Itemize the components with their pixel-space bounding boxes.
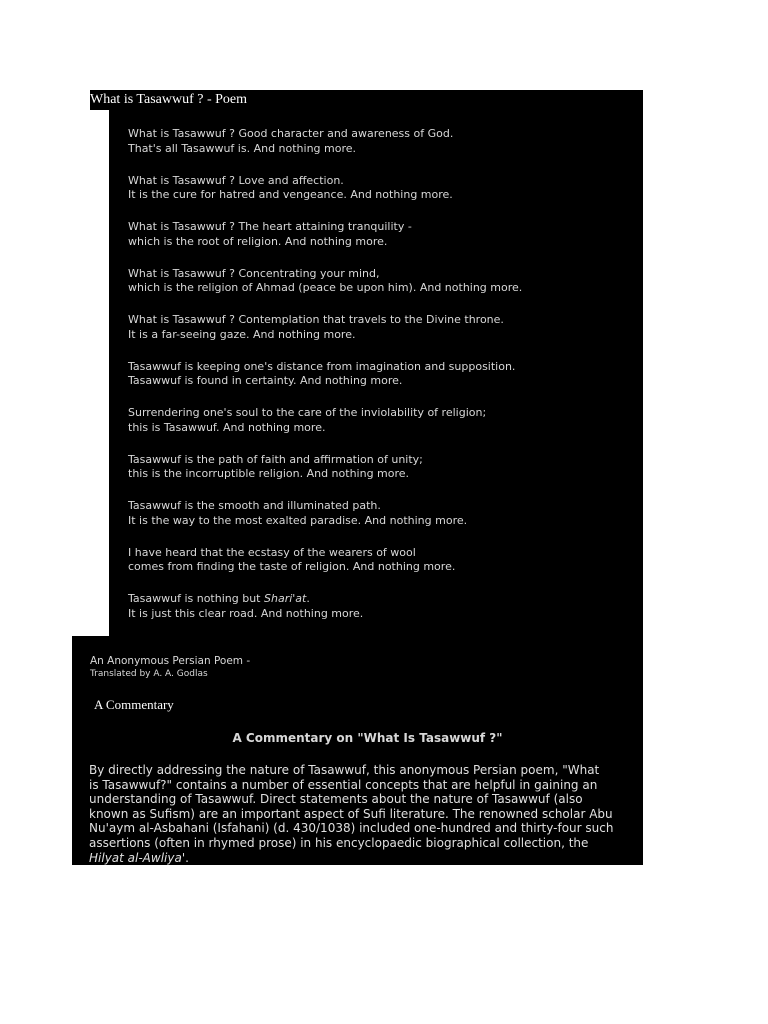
- poem-body: [128, 127, 633, 639]
- poem-line: What is Tasawwuf ? The heart attaining tranquility -: [128, 220, 412, 233]
- poem-line: What is Tasawwuf ? Good character and awareness of God.: [128, 127, 454, 140]
- poem-stanza: [128, 313, 633, 342]
- commentary-title: A Commentary on "What Is Tasawwuf ?": [232, 731, 503, 745]
- commentary-line: By directly addressing the nature of Tasawwuf, this anonymous Persian poem, "What: [89, 763, 600, 777]
- poem-text: Tasawwuf is nothing but: [128, 592, 264, 605]
- attribution-translator: Translated by A. A. Godlas: [90, 669, 208, 679]
- commentary-heading: A Commentary: [94, 697, 174, 712]
- poem-italic-term: Shari'at: [264, 592, 307, 605]
- poem-line: What is Tasawwuf ? Contemplation that travels to the Divine throne.: [128, 313, 504, 326]
- poem-line: It is the cure for hatred and vengeance. And nothing more.: [128, 188, 453, 201]
- poem-stanza: [128, 174, 633, 203]
- poem-line: What is Tasawwuf ? Love and affection.: [128, 173, 344, 187]
- poem-line: [128, 592, 633, 607]
- poem-line: Tasawwuf is keeping one's distance from imagination and supposition.: [128, 359, 516, 373]
- poem-line: which is the root of religion. And nothing more.: [128, 234, 388, 248]
- commentary-line: [89, 851, 641, 866]
- poem-stanza: [128, 267, 633, 296]
- commentary-italic-title: Hilyat al-Awliya': [89, 850, 186, 865]
- poem-stanza: [128, 360, 633, 389]
- poem-stanza: [128, 592, 633, 621]
- poem-line: Tasawwuf is the path of faith and affirmation of unity;: [128, 452, 423, 466]
- poem-line: Tasawwuf is found in certainty. And nothing more.: [128, 374, 403, 387]
- commentary-line: is Tasawwuf?" contains a number of essential concepts that are helpful in gaining an: [89, 777, 598, 792]
- poem-line: Surrendering one's soul to the care of the inviolability of religion;: [128, 406, 487, 419]
- commentary-line: known as Sufism) are an important aspect of Sufi literature. The renowned scholar Abu: [89, 806, 613, 821]
- commentary-body: [89, 763, 641, 865]
- commentary-line: understanding of Tasawwuf. Direct statements about the nature of Tasawwuf (also: [89, 792, 583, 807]
- poem-line: Tasawwuf is the smooth and illuminated path.: [128, 499, 381, 512]
- poem-stanza: [128, 127, 633, 156]
- poem-stanza: [128, 220, 633, 249]
- poem-line: It is the way to the most exalted paradise. And nothing more.: [128, 513, 468, 527]
- margin-strip: [90, 110, 109, 636]
- commentary-line: Nu'aym al-Asbahani (Isfahani) (d. 430/1038) included one-hundred and thirty-four such: [89, 821, 614, 836]
- poem-line: That's all Tasawwuf is. And nothing more.: [128, 141, 357, 155]
- poem-stanza: [128, 499, 633, 528]
- poem-line: I have heard that the ecstasy of the wearers of wool: [128, 545, 416, 559]
- attribution: [90, 654, 250, 680]
- commentary-text: .: [185, 850, 189, 865]
- poem-stanza: [128, 453, 633, 482]
- commentary-line: assertions (often in rhymed prose) in his encyclopaedic biographical collection, the: [89, 835, 589, 850]
- attribution-source: An Anonymous Persian Poem -: [90, 655, 251, 667]
- poem-stanza: [128, 546, 633, 575]
- poem-line: this is Tasawwuf. And nothing more.: [128, 420, 326, 434]
- poem-stanza: [128, 406, 633, 435]
- poem-line: It is a far-seeing gaze. And nothing more.: [128, 327, 356, 341]
- poem-title: What is Tasawwuf ? - Poem: [90, 92, 248, 107]
- poem-line: It is just this clear road. And nothing more.: [128, 606, 364, 620]
- poem-line: comes from finding the taste of religion. And nothing more.: [128, 560, 456, 573]
- poem-line: What is Tasawwuf ? Concentrating your mind,: [128, 266, 380, 280]
- poem-line: which is the religion of Ahmad (peace be upon him). And nothing more.: [128, 281, 523, 294]
- poem-text: .: [306, 592, 310, 605]
- poem-line: this is the incorruptible religion. And nothing more.: [128, 467, 410, 480]
